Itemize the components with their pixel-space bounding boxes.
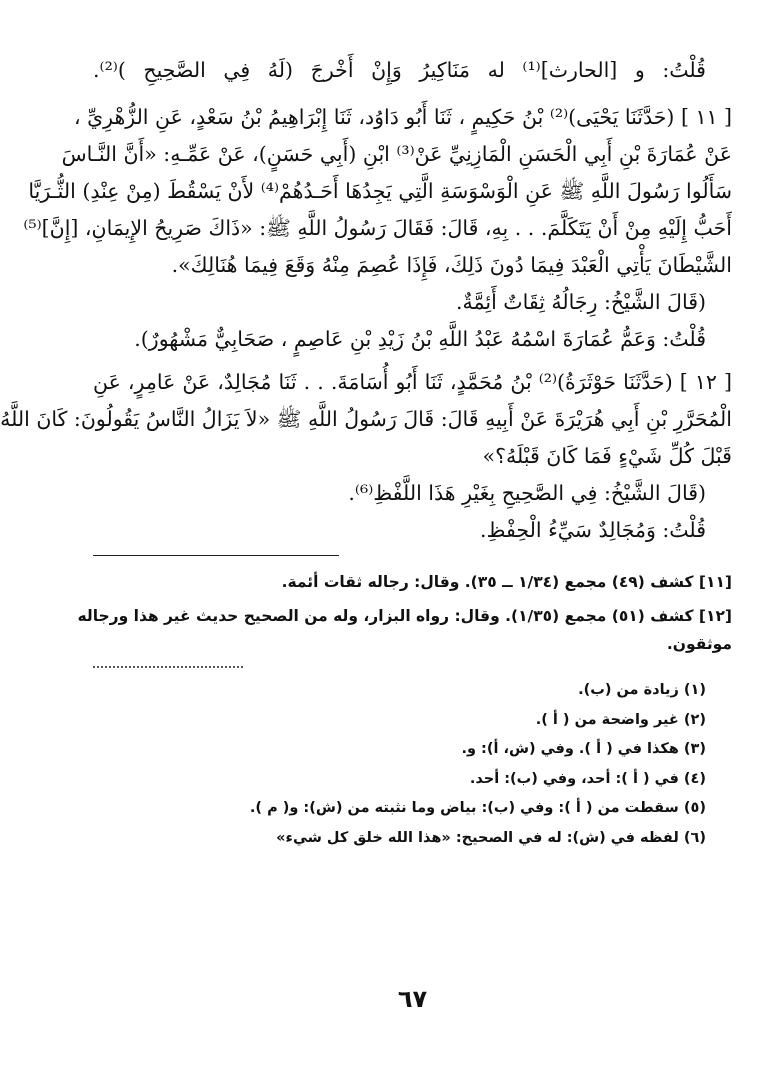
hadith-11-line-5: الشَّيْطَانَ يَأْتِي الْعَبْدَ فِيمَا دُونَ ذَلِكَ، فَإِذَا عُصِمَ مِنْهُ وَقَعَ فِيمَا هُنَالِكَ». [171,253,732,277]
page-number: ٦٧ [397,985,428,1013]
footnote-4: (٤) في ( أ ): أحد، وفي (ب): أحد. [469,770,706,787]
hadith-main-text [0,52,732,549]
hadith-12-line-1: [ ١٢ ] (حَدَّثَنَا حَوْثَرَةُ)⁽²⁾ بْنُ مُحَمَّدٍ، ثَنَا أَبُو أُسَامَةَ. . . ثَنَا مُجَالِدٌ، عَنْ عَامِرٍ، عَنِ [93,370,732,394]
separator-rule [93,555,339,556]
hadith-11-line-4: أَحَبُّ إِلَيْهِ مِنْ أَنْ يَتَكَلَّمَ. . . بِهِ، قَالَ: فَقَالَ رَسُولُ اللَّهِ ﷺ: «ذَاكَ صَرِيحُ الإِيمَانِ، [إِنَّ]⁽⁵⁾ [23,216,732,240]
text-line-1: قُلْتُ: و [الحارث]⁽¹⁾ له مَنَاكِيرُ وَإِنْ أَخْرجَ (لَهُ فِي الصَّحِيحِ )⁽²⁾. [93,58,706,82]
reference-12-continued: موثقون. [666,635,732,653]
hadith-12-line-3: قَبْلَ كُلِّ شَيْءٍ فَمَا كَانَ قَبْلَهُ؟» [482,444,732,468]
footnote-3: (٣) هكذا في ( أ ). وفي (ش، أ): و. [461,741,706,757]
reference-11: [١١] كشف (٤٩) مجمع (١/٣٤ ــ ٣٥). وقال: رجاله ثقات أئمة. [281,573,732,591]
footnote-6: (٦) لفظه في (ش): له في الصحيح: «هذا الله خلق كل شيء» [276,829,706,846]
reference-12: [١٢] كشف (٥١) مجمع (١/٣٥). وقال: رواه البزار، وله من الصحيح حديث غير هذا ورجاله [77,607,732,625]
footnote-5: (٥) سقطت من ( أ ): وفي (ب): بياض وما نثبته من (ش): و( م ). [249,800,706,816]
qultu-comment-11: قُلْتُ: وَعَمُّ عُمَارَةَ اسْمُهُ عَبْدُ اللَّهِ بْنُ زَيْدِ بْنِ عَاصِمٍ ، صَحَابِيٌّ مَشْهُورٌ). [134,327,706,351]
footnote-separator [93,666,243,668]
footnote-1: (١) زيادة من (ب). [578,682,706,698]
hadith-11-line-3: سَأَلُوا رَسُولَ اللَّهِ ﷺ عَنِ الْوَسْوَسَةِ الَّتِي يَجِدُهَا أَحَـدُهُمْ⁽⁴⁾ لأَنْ يَسْقُطَ (مِنْ عِنْدِ) الثُّـرَيَّا [28,179,732,203]
shaykh-comment-11: (قَالَ الشَّيْخُ: رِجَالُهُ ثِقَاتٌ أَئِمَّةٌ. [456,290,706,314]
references-block [77,568,732,658]
footnote-2: (٢) غير واضحة من ( أ ). [535,711,706,728]
qultu-comment-12: قُلْتُ: وَمُجَالِدٌ سَيِّءُ الْحِفْظِ. [480,518,706,542]
shaykh-comment-12: (قَالَ الشَّيْخُ: فِي الصَّحِيحِ بِغَيْرِ هَذَا اللَّفْظِ⁽⁶⁾. [348,481,706,505]
hadith-11-line-2: عَنْ عُمَارَةَ بْنِ أَبِي الْحَسَنِ الْمَازِنِيِّ عَنْ⁽³⁾ ابْنِ (أَبِي حَسَنٍ)، عَنْ عَمِّـهِ: «أَنَّ النَّـاسَ [61,142,732,166]
hadith-12-line-2: الْمُحَرَّرِ بْنِ أَبِي هُرَيْرَةَ عَنْ أَبِيهِ قَالَ: قَالَ رَسُولُ اللَّهِ ﷺ «لاَ يَزَالُ النَّاسُ يَقُولُونَ: كَانَ اللَّهُ [0,407,732,431]
hadith-11-line-1: [ ١١ ] (حَدَّثَنَا يَحْيَى)⁽²⁾ بْنُ حَكِيمٍ ، ثَنَا أَبُو دَاوُد، ثَنَا إِبْرَاهِيمُ بْنُ سَعْدٍ، عَنِ الزُّهْرِيِّ ، [73,105,732,129]
footnotes-block [93,676,732,853]
